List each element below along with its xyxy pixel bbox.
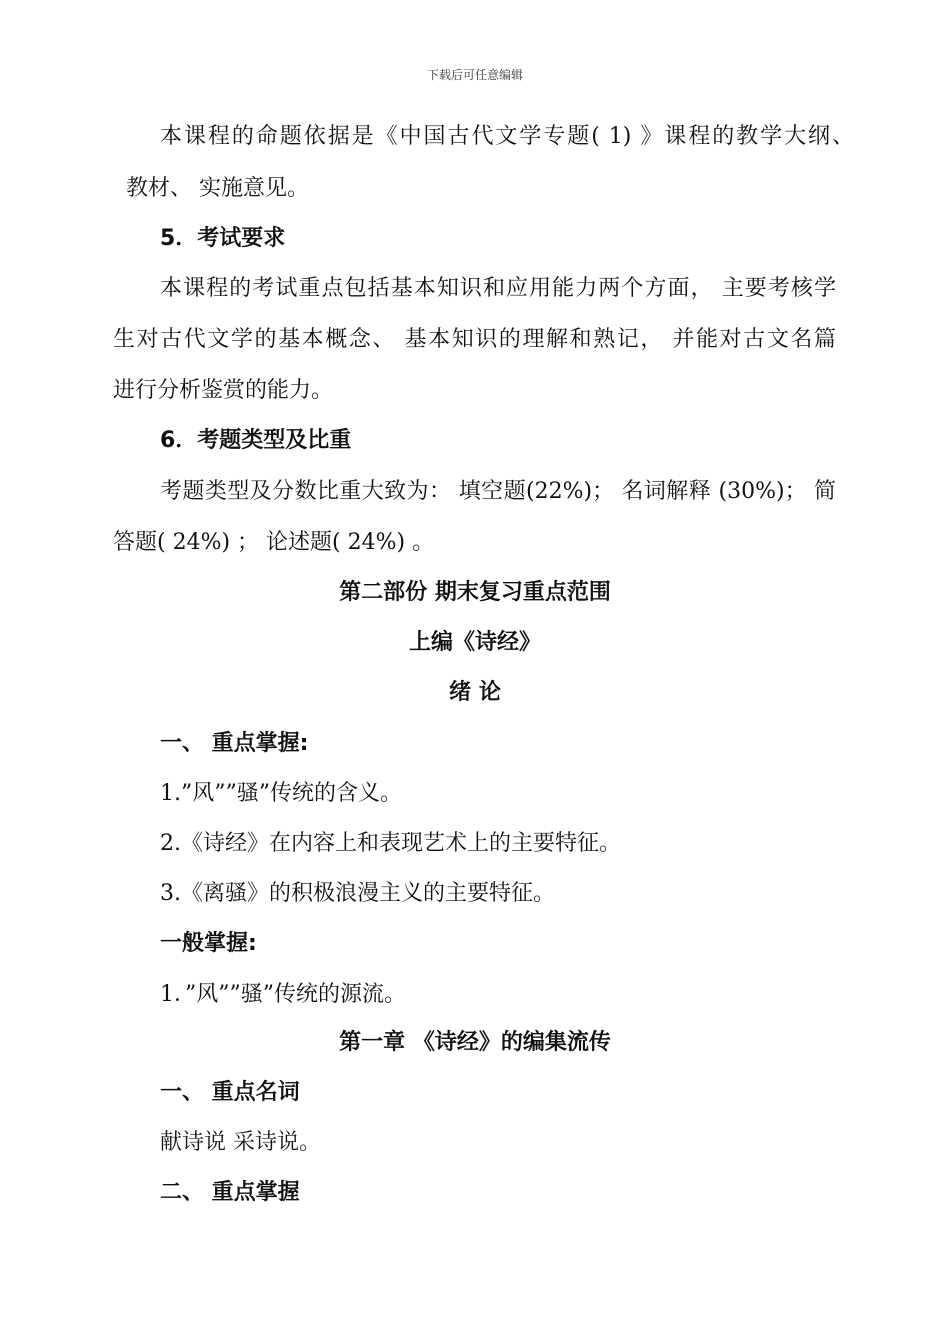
paragraph-line: 教材、 实施意见。 [126,176,309,201]
list-item: 3.《离骚》的积极浪漫主义的主要特征。 [160,881,555,906]
part-title: 第二部份 期末复习重点范围 [339,580,611,605]
section-heading: 6．考题类型及比重 [160,428,352,453]
book-title: 上编《诗经》 [408,630,541,655]
list-item: 1．”风””骚”传统的源流。 [160,982,406,1007]
chapter-title: 第一章 《诗经》的编集流传 [339,1030,611,1055]
paragraph-line: 本课程的考试重点包括基本知识和应用能力两个方面， 主要考核学 [160,276,836,301]
section-heading: 二、 重点掌握 [160,1180,300,1205]
list-item: 2.《诗经》在内容上和表现艺术上的主要特征。 [160,831,621,856]
paragraph-line: 答题( 24%) ； 论述题( 24%) 。 [113,530,435,555]
section-heading: 一、 重点掌握: [160,731,309,756]
paragraph-line: 生对古代文学的基本概念、 基本知识的理解和熟记， 并能对古文名篇 [113,327,836,352]
paragraph-line: 进行分析鉴赏的能力。 [113,378,334,403]
section-heading: 一般掌握: [160,931,257,956]
paragraph-line: 本课程的命题依据是《中国古代文学专题( 1) 》课程的教学大纲、 [160,124,854,149]
page-header-note: 下载后可任意编辑 [426,68,523,82]
intro-title: 绪 论 [449,680,501,705]
list-item: 1.”风””骚”传统的含义。 [160,781,402,806]
paragraph-line: 考题类型及分数比重大致为： 填空题(22%)； 名词解释 (30%)； 简 [160,479,836,504]
section-heading: 5．考试要求 [160,226,286,251]
section-heading: 一、 重点名词 [160,1080,300,1105]
paragraph-line: 献诗说 采诗说。 [160,1130,321,1155]
